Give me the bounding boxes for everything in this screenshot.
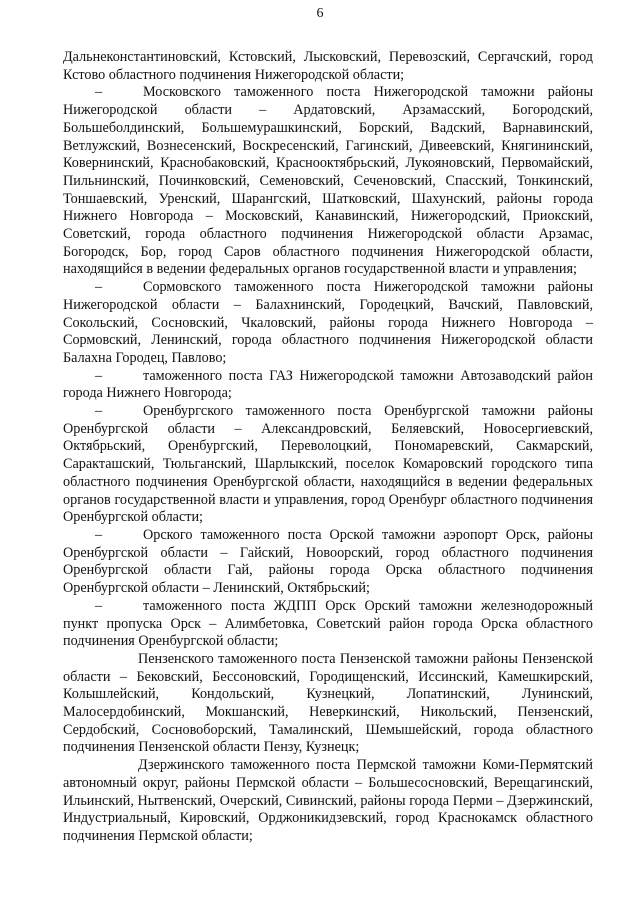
paragraph: – Сормовского таможенного поста Нижегородской таможни районы Нижегородской области – Балахнинский, Городецкий, Вачский, Павловский, Сокольский, Сосновский, Чкаловский, районы города Нижнего Новгорода – Сормовский, Ленинский, города областного подчинения Нижегородской области Балахна Городец, Павлово; (63, 279, 593, 366)
document-body (63, 49, 593, 846)
dash-marker: – (95, 597, 103, 614)
dash-marker: – (95, 403, 103, 420)
paragraph: – Московского таможенного поста Нижегородской таможни районы Нижегородской области – Ардатовский, Арзамасский, Богородский, Большеболдинский, Большемурашкинский, Борский, Вадский, Варнавинский, Ветлужский, Вознесенский, Воскресенский, Гагинский, Дивеевский, Княгининский, Ковернинский, Краснобаковский, Краснооктябрьский, Лукояновский, Первомайский, Пильнинский, Починковский, Семеновский, Сеченовский, Спасский, Тонкинский, Тоншаевский, Уренский, Шарангский, Шатковский, Шахунский, районы города Нижнего Новгорода – Московский, Канавинский, Нижегородский, Приокский, Советский, города областного подчинения Нижегородской области Арзамас, Богородск, Бор, город Саров областного подчинения Нижегородской области, находящийся в ведении федеральных органов государственной власти и управления; (63, 84, 593, 278)
dash-marker: – (95, 526, 103, 543)
paragraph: – таможенного поста ЖДПП Орск Орский таможни железнодорожный пункт пропуска Орск – Алимбетовка, Советский район города Орска областного подчинения Оренбургской области; (63, 597, 593, 650)
paragraph: – Орского таможенного поста Орской таможни аэропорт Орск, районы Оренбургской области – Гайский, Новоорский, город областного подчинения Оренбургской области Гай, районы города Орска областного подчинения Оренбургской области – Ленинский, Октябрьский; (63, 526, 593, 597)
paragraph: Пензенского таможенного поста Пензенской таможни районы Пензенской области – Бековский, Бессоновский, Городищенский, Иссинский, Камешкирский, Колышлейский, Кондольский, Кузнецкий, Лопатинский, Лунинский, Малосердобинский, Мокшанский, Неверкинский, Никольский, Пензенский, Сердобский, Сосновоборский, Тамалинский, Шемышейский, города областного подчинения Пензенской области Пензу, Кузнецк; (63, 650, 593, 756)
dash-marker: – (95, 279, 103, 296)
paragraph: Дальнеконстантиновский, Кстовский, Лысковский, Перевозский, Сергачский, город Кстово областного подчинения Нижегородской области; (63, 49, 593, 83)
page-number: 6 (316, 6, 324, 21)
dash-marker: – (95, 84, 103, 101)
dash-marker: – (95, 367, 103, 384)
paragraph: – Оренбургского таможенного поста Оренбургской таможни районы Оренбургской области – Александровский, Беляевский, Новосергиевский, Октябрьский, Оренбургский, Переволоцкий, Пономаревский, Сакмарский, Саракташский, Тюльганский, Шарлыкский, поселок Комаровский городского типа областного подчинения Оренбургской области, находящийся в ведении федеральных органов государственной власти и управления, город Оренбург областного подчинения Оренбургской области; (63, 403, 593, 526)
paragraph: – таможенного поста ГАЗ Нижегородской таможни Автозаводский район города Нижнего Новгорода; (63, 367, 593, 402)
paragraph: Дзержинского таможенного поста Пермской таможни Коми-Пермятский автономный округ, районы Пермской области – Большесосновский, Верещагинский, Ильинский, Нытвенский, Очерский, Сивинский, районы города Перми – Дзержинский, Индустриальный, Кировский, Орджоникидзевский, город Краснокамск областного подчинения Пермской области; (63, 757, 593, 844)
